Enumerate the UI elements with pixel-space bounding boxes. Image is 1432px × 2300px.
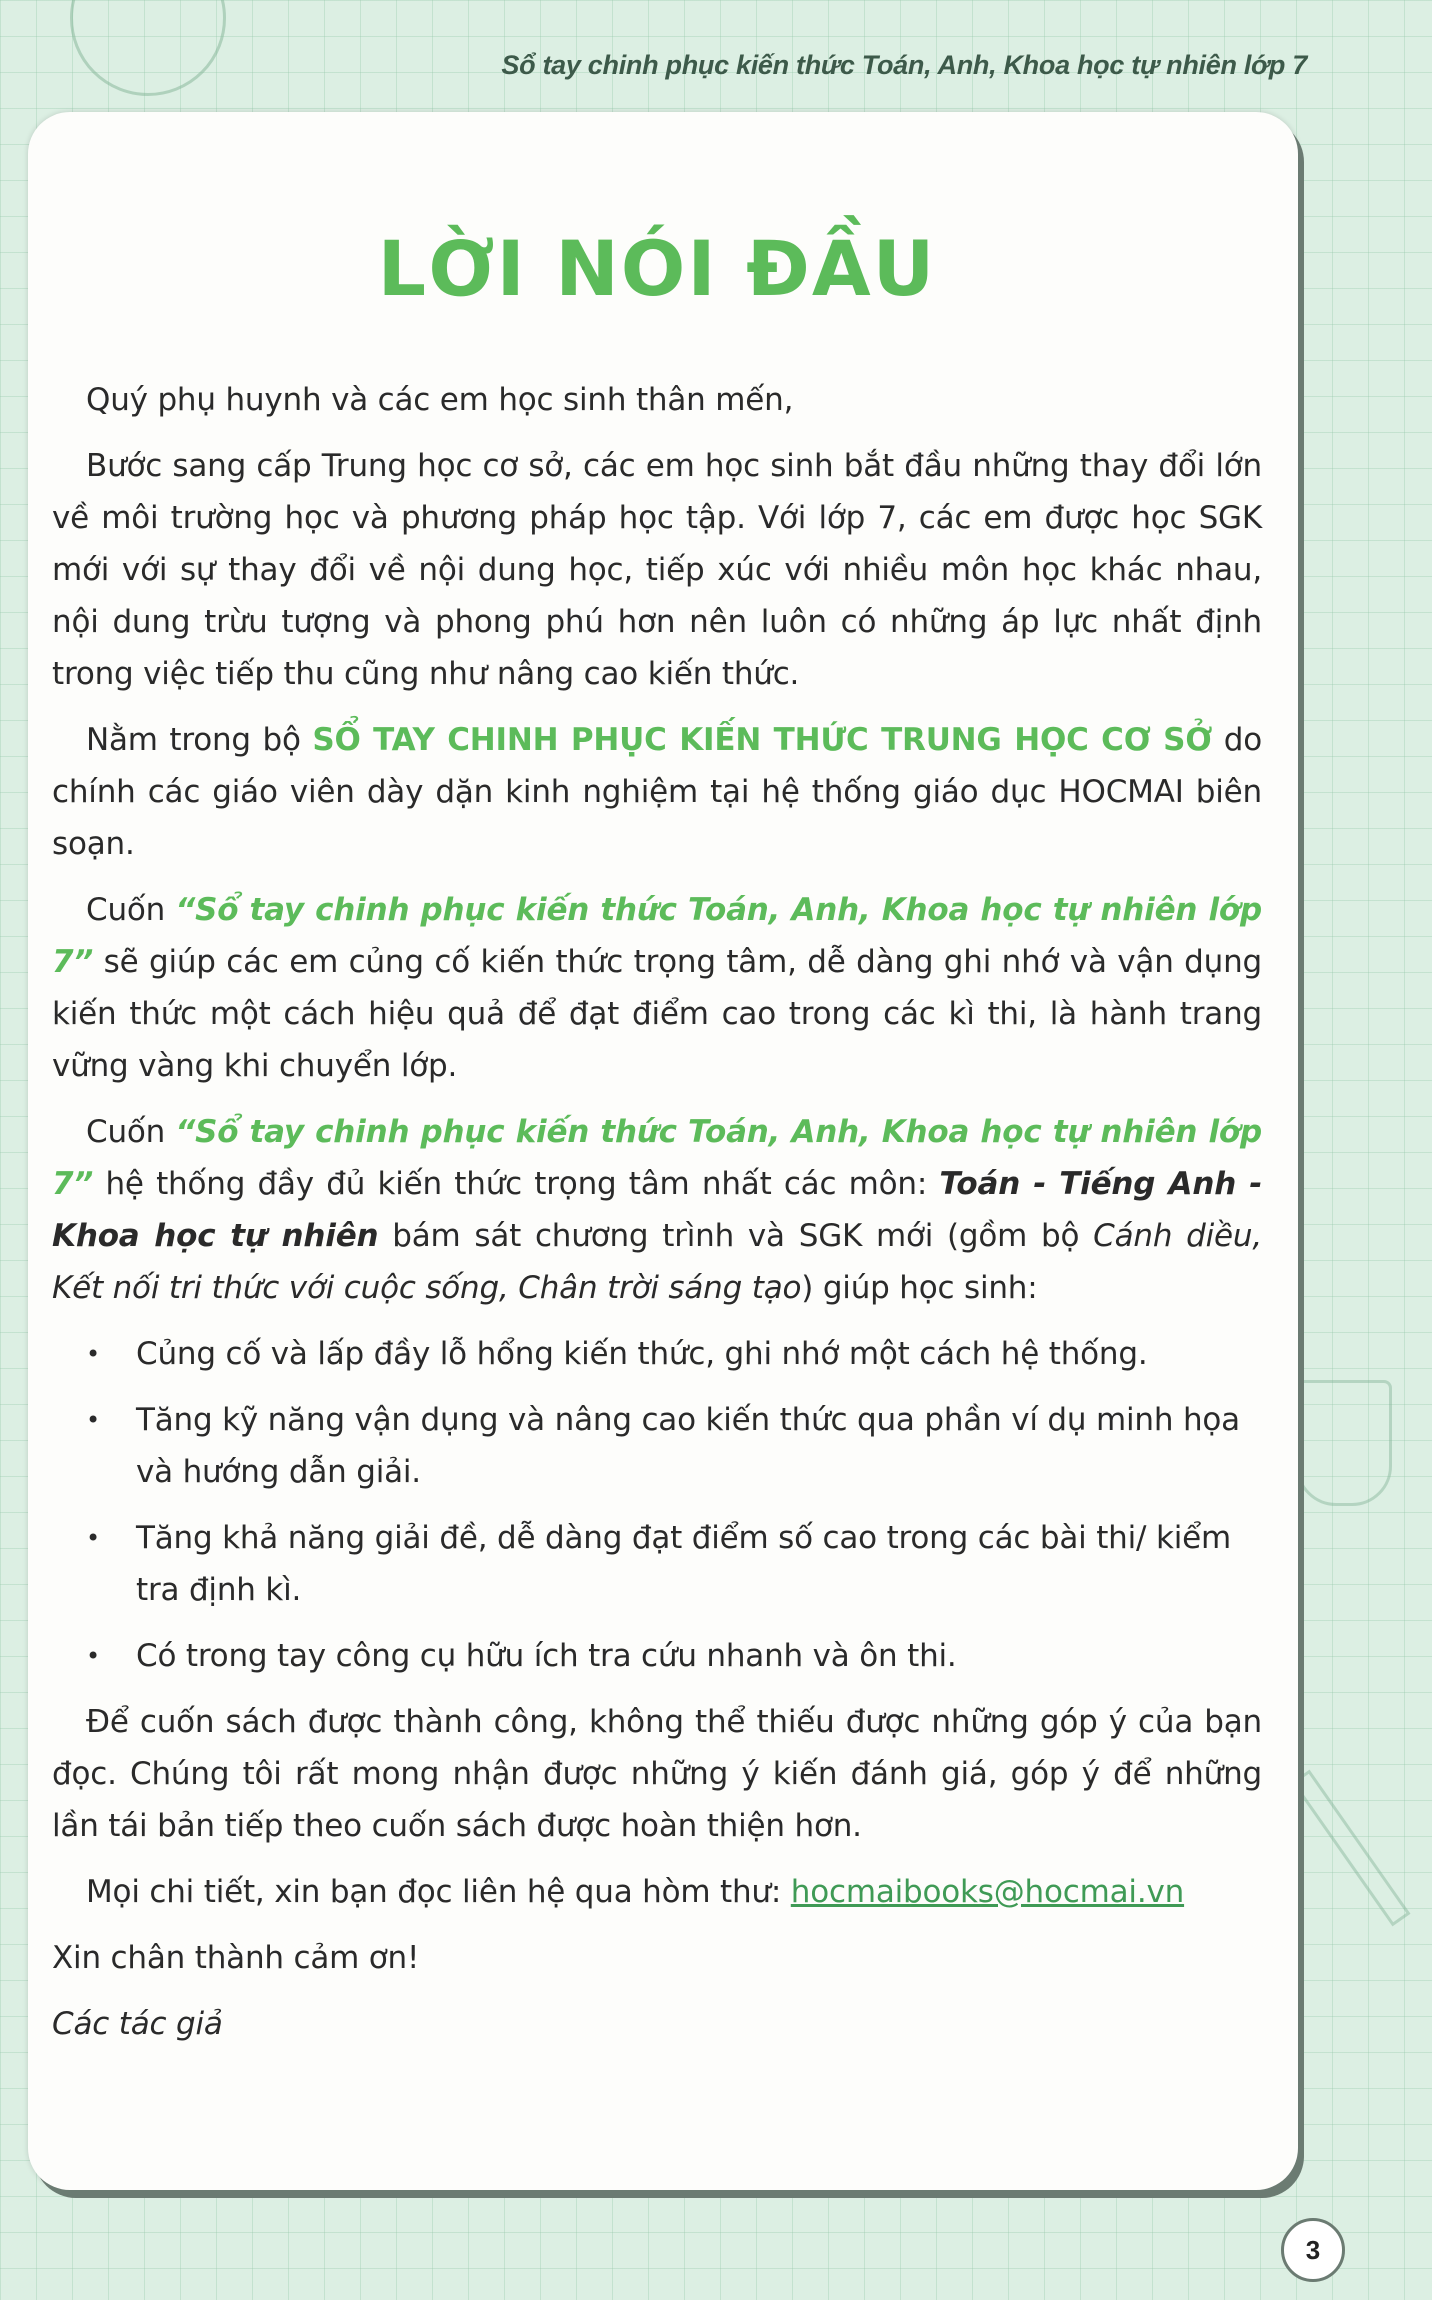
signature: Các tác giả (52, 2006, 223, 2042)
paragraph-series-before: Nằm trong bộ (86, 722, 313, 758)
content-card (28, 112, 1298, 2190)
paragraph-feedback: Để cuốn sách được thành công, không thể thiếu được những góp ý của bạn đọc. Chúng tôi rất mong nhận được những ý kiến đánh giá, góp ý để những lần tái bản tiếp theo cuốn sách được hoàn thiện hơn. (52, 1704, 1262, 1844)
list-item: • Tăng khả năng giải đề, dễ dàng đạt điểm số cao trong các bài thi/ kiểm tra định kì. (78, 1512, 1262, 1616)
list-item: • Có trong tay công cụ hữu ích tra cứu nhanh và ôn thi. (78, 1630, 1262, 1682)
list-item: • Tăng kỹ năng vận dụng và nâng cao kiến thức qua phần ví dụ minh họa và hướng dẫn giải. (78, 1394, 1262, 1498)
email-link[interactable]: hocmaibooks@hocmai.vn (790, 1874, 1185, 1910)
paragraph-book-content-before: Cuốn (86, 1114, 176, 1150)
list-item: • Củng cố và lấp đầy lỗ hổng kiến thức, ghi nhớ một cách hệ thống. (78, 1328, 1262, 1380)
paragraph-book-purpose-after: sẽ giúp các em củng cố kiến thức trọng tâm, dễ dàng ghi nhớ và vận dụng kiến thức một cách hiệu quả để đạt điểm cao trong các kì thi, là hành trang vững vàng khi chuyển lớp. (52, 944, 1262, 1084)
paragraph-contact-before: Mọi chi tiết, xin bạn đọc liên hệ qua hòm thư: (86, 1874, 791, 1910)
paragraph-book-purpose (52, 884, 1262, 1092)
paragraph-series-after: do chính các giáo viên dày dặn kinh nghiệm tại hệ thống giáo dục HOCMAI biên soạn. (52, 722, 1262, 862)
preface-body (52, 374, 1262, 2064)
background-circle-decoration (70, 0, 226, 96)
paragraph-book-content (52, 1106, 1262, 1314)
flask-decoration (1296, 1380, 1392, 1506)
paragraph-intro: Bước sang cấp Trung học cơ sở, các em học sinh bắt đầu những thay đổi lớn về môi trường học và phương pháp học tập. Với lớp 7, các em được học SGK mới với sự thay đổi về nội dung học, tiếp xúc với nhiều môn học khác nhau, nội dung trừu tượng và phong phú hơn nên luôn có những áp lực nhất định trong việc tiếp thu cũng như nâng cao kiến thức. (52, 448, 1262, 692)
pencil-decoration (1292, 1770, 1411, 1927)
paragraph-series (52, 714, 1262, 870)
paragraph-book-content-after: ) giúp học sinh: (801, 1270, 1038, 1306)
page-number: 3 (1281, 2218, 1345, 2282)
greeting: Quý phụ huynh và các em học sinh thân mến, (86, 382, 794, 418)
benefits-list (52, 1328, 1262, 1682)
paragraph-book-content-mid1: hệ thống đầy đủ kiến thức trọng tâm nhất các môn: (93, 1166, 940, 1202)
subjects-list: Toán - Tiếng Anh - Khoa học tự nhiên (52, 1166, 1262, 1254)
paragraph-book-purpose-before: Cuốn (86, 892, 176, 928)
book-title: “Sổ tay chinh phục kiến thức Toán, Anh, Khoa học tự nhiên lớp 7” (52, 1114, 1262, 1202)
series-name: SỔ TAY CHINH PHỤC KIẾN THỨC TRUNG HỌC CƠ SỞ (312, 722, 1213, 758)
closing-thanks: Xin chân thành cảm ơn! (52, 1940, 420, 1976)
paragraph-book-content-mid2: bám sát chương trình và SGK mới (gồm bộ (378, 1218, 1094, 1254)
book-title: “Sổ tay chinh phục kiến thức Toán, Anh, Khoa học tự nhiên lớp 7” (52, 892, 1262, 980)
textbook-series: Cánh diều, Kết nối tri thức với cuộc sống, Chân trời sáng tạo (52, 1218, 1263, 1306)
paragraph-contact (52, 1866, 1262, 1918)
page-title: LỜI NÓI ĐẦU (377, 224, 937, 313)
running-header: Sổ tay chinh phục kiến thức Toán, Anh, Khoa học tự nhiên lớp 7 (501, 50, 1307, 80)
